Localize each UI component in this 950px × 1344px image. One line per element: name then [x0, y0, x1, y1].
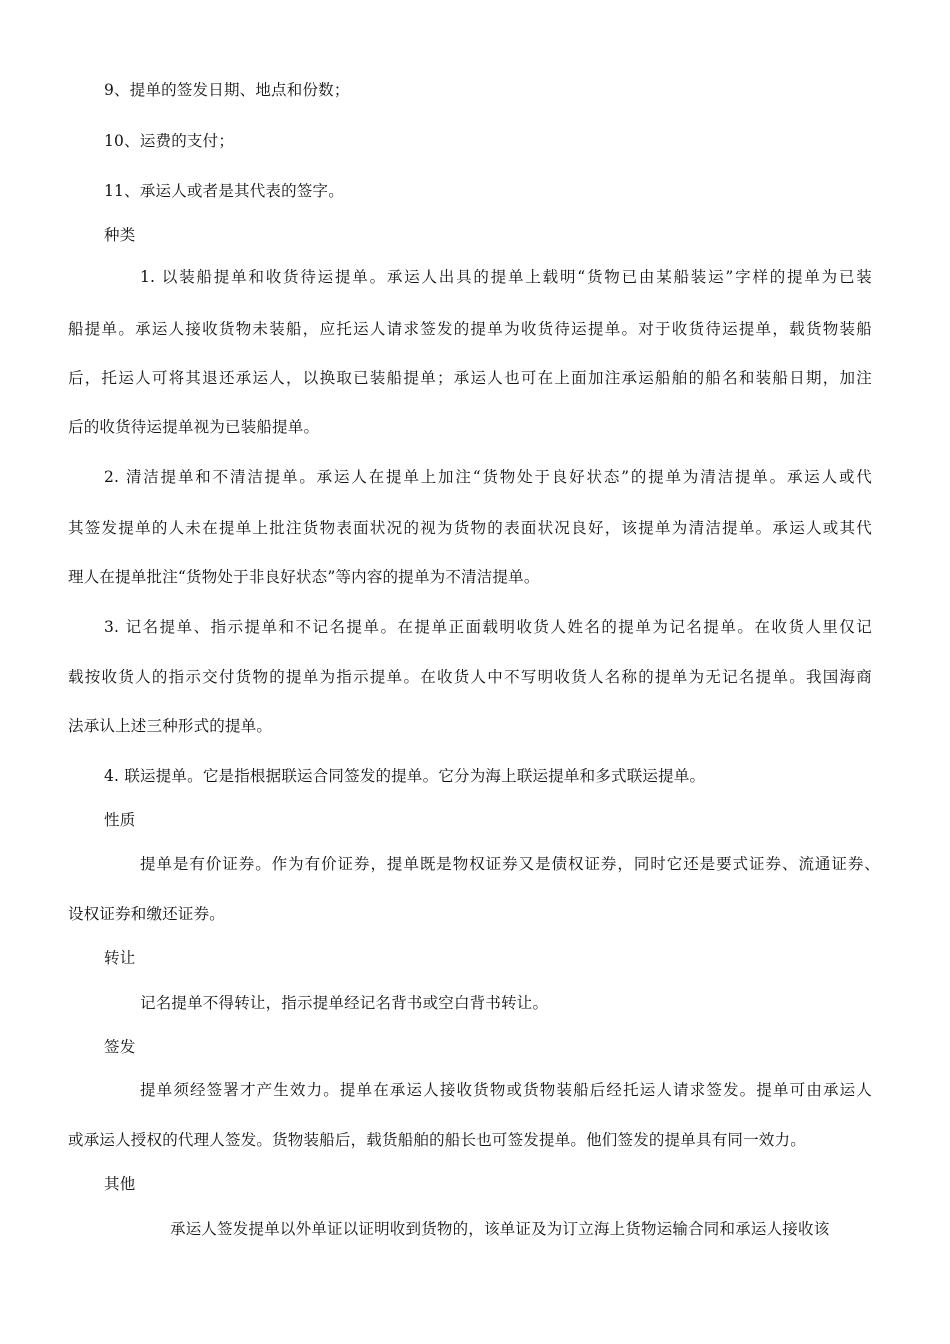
other-line-1: 承运人签发提单以外单证以证明收到货物的，该单证及为订立海上货物运输合同和承运人接收该 — [170, 1220, 830, 1238]
list-item-10: 10、运费的支付； — [104, 132, 235, 150]
section-heading-transfer: 转让 — [104, 949, 136, 967]
kinds-p2-line-3: 理人在提单批注“货物处于非良好状态”等内容的提单为不清洁提单。 — [68, 568, 540, 586]
nature-line-1: 提单是有价证券。作为有价证券，提单既是物权证券又是债权证券，同时它还是要式证券、流通证券、 — [140, 855, 880, 873]
kinds-p2-line-1: 2. 清洁提单和不清洁提单。承运人在提单上加注“货物处于良好状态”的提单为清洁提单。承运人或代 — [104, 468, 872, 486]
kinds-p3-line-3: 法承认上述三种形式的提单。 — [68, 717, 273, 735]
kinds-p1-line-4: 后的收货待运提单视为已装船提单。 — [68, 418, 320, 436]
list-item-9: 9、提单的签发日期、地点和份数； — [104, 81, 350, 99]
kinds-p3-line-1: 3. 记名提单、指示提单和不记名提单。在提单正面载明收货人姓名的提单为记名提单。在收货人里仅记 — [104, 618, 872, 636]
kinds-p1-line-2: 船提单。承运人接收货物未装船，应托运人请求签发的提单为收货待运提单。对于收货待运提单，载货物装船 — [68, 320, 872, 338]
transfer-line-1: 记名提单不得转让，指示提单经记名背书或空白背书转让。 — [140, 994, 549, 1012]
issuance-line-2: 或承运人授权的代理人签发。货物装船后，载货船舶的船长也可签发提单。他们签发的提单具有同一效力。 — [68, 1131, 806, 1149]
nature-line-2: 设权证券和缴还证券。 — [68, 905, 226, 923]
kinds-p4-line-1: 4. 联运提单。它是指根据联运合同签发的提单。它分为海上联运提单和多式联运提单。 — [104, 767, 706, 785]
section-heading-issuance: 签发 — [104, 1038, 136, 1056]
kinds-p1-line-1: 1. 以装船提单和收货待运提单。承运人出具的提单上载明“货物已由某船装运”字样的提单为已装 — [140, 268, 872, 286]
kinds-p2-line-2: 其签发提单的人未在提单上批注货物表面状况的视为货物的表面状况良好，该提单为清洁提单。承运人或其代 — [68, 519, 872, 537]
section-heading-kinds: 种类 — [104, 226, 136, 244]
kinds-p1-line-3: 后，托运人可将其退还承运人，以换取已装船提单；承运人也可在上面加注承运船舶的船名和装船日期，加注 — [68, 369, 872, 387]
issuance-line-1: 提单须经签署才产生效力。提单在承运人接收货物或货物装船后经托运人请求签发。提单可由承运人 — [140, 1081, 872, 1099]
section-heading-other: 其他 — [104, 1175, 136, 1193]
section-heading-nature: 性质 — [104, 811, 136, 829]
list-item-11: 11、承运人或者是其代表的签字。 — [104, 182, 344, 200]
kinds-p3-line-2: 载按收货人的指示交付货物的提单为指示提单。在收货人中不写明收货人名称的提单为无记名提单。我国海商 — [68, 668, 872, 686]
